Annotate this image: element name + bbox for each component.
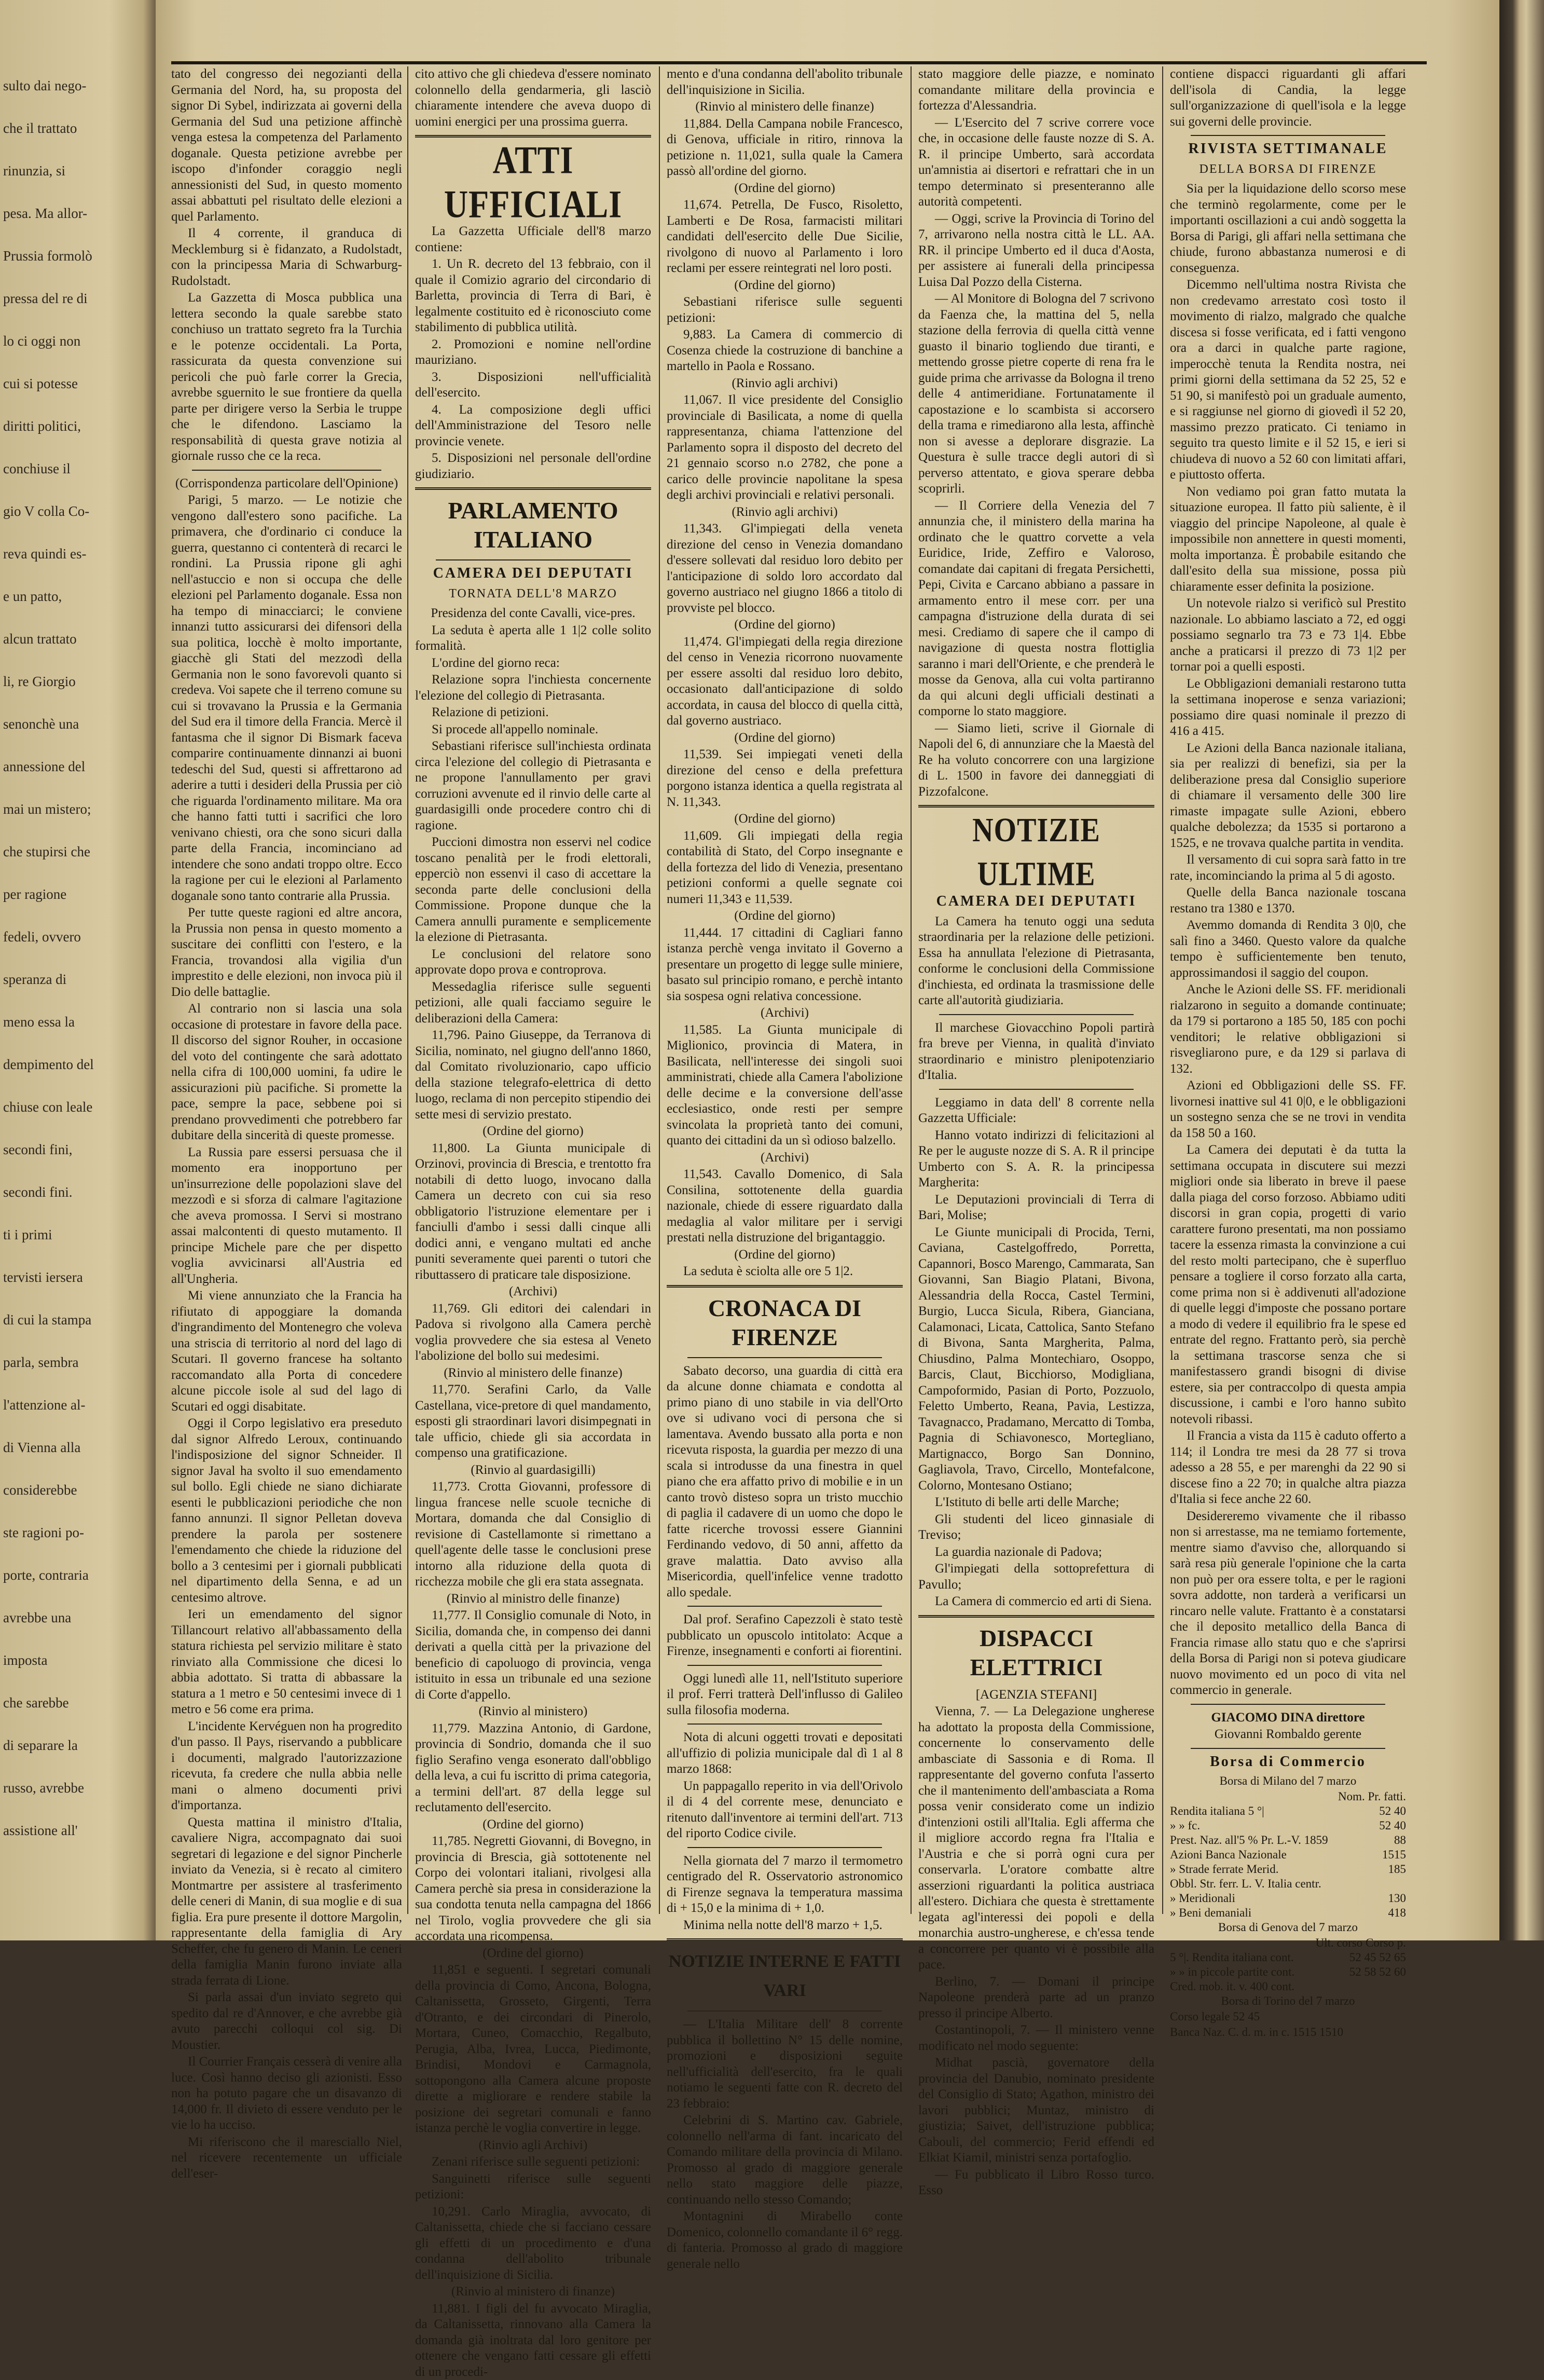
fragment-line: pressa del re di [3,291,143,307]
section-rule [667,1285,903,1288]
cell-nom: 88 [1394,1834,1406,1846]
table-row [1170,1804,1406,1818]
row-label: » » fc. [1170,1818,1200,1833]
fragment-line: mai un mistero; [3,801,143,817]
paragraph: Dicemmo nell'ultima nostra Rivista che non credevamo arrestato così tosto il movimento di rialzo, malgrado che qualche discesa si fosse verificata, ed i fatti vengono ora a darci in qualche parte ragione, imperocchè tenuta la Rendita nostra, nei primi giorni della settimana da 52 25, 52 e 51 90, si manifestò poi un graduale aumento, e si raggiunse nel giorno di giovedì il 52 20, massimo prezzo praticato. Ci teniamo in seguito tra questo limite e il 52 15, e ieri si chiudeva di nuovo a 52 60 con limitati affari, e piuttosto offerta. [1170,277,1406,483]
market-row: Corso legale 52 45 [1170,2009,1406,2024]
paragraph: Quelle della Banca nazionale toscana restano tra 1380 e 1370. [1170,885,1406,917]
paragraph: 11,444. 17 cittadini di Cagliari fanno istanza perchè venga invitato il Governo a presentare un progetto di legge sulle miniere, basato sul principio romano, e perchè intanto sia sospesa ogni relativa concessione. [667,925,903,1005]
note: (Rinvio al ministero delle finanze) [667,99,903,115]
fragment-line: avrebbe una [3,1610,143,1626]
paragraph: Puccioni dimostra non esservi nel codice toscano penalità per le frodi elettorali, epperciò non essenvi il caso di accettare la seconda parte delle conclusioni della Commissione. Propone dunque che la Camera annulli puramente e semplicemente la elezione di Pietrasanta. [415,835,651,946]
paragraph: stato maggiore delle piazze, e nominato comandante militare della provincia e fortezza d'Alessandria. [918,66,1154,114]
list-item: 5. Disposizioni nel personale dell'ordine giudiziario. [415,450,651,482]
paragraph: Il Francia a vista da 115 è caduto offerto a 114; il Londra tre mesi da 28 77 si trova adesso a 28 55, e per marenghi da 22 90 si discese fino a 22 70; in qualche altra piazza d'Italia si fece anche 22 60. [1170,1428,1406,1508]
paragraph: L'Istituto di belle arti delle Marche; [918,1495,1154,1511]
paragraph: 11,770. Serafini Carlo, da Valle Castellana, vice-pretore di quel mandamento, esposti gli straordinari lavori disimpegnati in tale ufficio, chiede gli sia accordata in compenso una gratificazione. [415,1382,651,1461]
note: (Rinvio al ministero di finanze) [415,2284,651,2300]
paragraph: Il Courrier Français cesserà di venire alla luce. Così hanno deciso gli azionisti. Esso non ha potuto pagare che un disavanzo di 14,000 fr. Il divieto di essere venduto per le vie lo ha ucciso. [171,2054,402,2133]
section-rule [918,1615,1154,1618]
paragraph: La Russia pare essersi persuasa che il momento era inopportuno per un'insurrezione delle popolazioni slave del mezzodì e si sforza di calmare l'agitazione che aveva promossa. I Servi si mostrano assai malcontenti di questo mutamento. Il principe Michele pare che per dispetto voglia avvicinarsi all'Austria ed all'Ungheria. [171,1145,402,1288]
fragment-line: ste ragioni po- [3,1525,143,1541]
paragraph: tato del congresso dei negozianti della Germania del Nord, ha, su proposta del signor Di Sybel, indirizzata ai governi della Germania del Sud una petizione affinchè venga estesa la competenza del Parlamento doganale. Questa petizione avrebbe per iscopo d'infonder coraggio negli annessionisti del Sud, in questo momento assai abbattuti pel risultato delle elezioni a quel Parlamento. [171,66,402,225]
paragraph: Azioni ed Obbligazioni delle SS. FF. livornesi inattive sul 41 0|0, e le obbligazioni un sostegno senza che se ne trovi in vendita da 158 50 a 160. [1170,1078,1406,1141]
row-label: Obbl. Str. ferr. L. V. Italia centr. [1170,1877,1321,1891]
paragraph: 11,769. Gli editori dei calendari in Padova si rivolgono alla Camera perchè voglia provvedere che sia estesa al Veneto l'abolizione del bollo sui medesimi. [415,1301,651,1364]
fragment-line: che stupirsi che [3,844,143,860]
paragraph: — Il Corriere della Venezia del 7 annunzia che, il ministero della marina ha ordinato che le quattro corvette a vela Euridice, Iride, Zeffiro e Valoroso, comandate dai capitani di fregata Persichetti, Pepi, Civita e Carcano abbiano a passare in armamento entro il mese corr. per una campagna d'istruzione della durata di sei mesi. Crediamo di sapere che il campo di navigazione di questa nostra flottiglia saranno i mari dell'Oriente, e che prenderà le mosse da Genova, alla cui volta partiranno da qui alcuni degli ufficiali destinati a comporne lo stato maggiore. [918,498,1154,720]
paragraph: Parigi, 5 marzo. — Le notizie che vengono dall'estero sono pacifiche. La primavera, che d'ordinario ci conduce la guerra, questanno ci contenterà di recarci le rondini. La Prussia ripone gli aghi nell'astuccio e non si occupa che delle elezioni pel Parlamento doganale. Essa non ha tempo di minacciarci; le conviene innanzi tutto assicurarsi dei difensori della sua politica, locchè è molto importante, giacchè gli Stati del mezzodì della Germania non le sono favorevoli quanto si credeva. Voi sapete che il terreno comune su cui si trovavano la Prussia e la Germania del Sud era il timore della Francia. Mercè il fantasma che il signor Di Bismark faceva comparire continuamente dinnanzi ai buoni tedeschi del Sud, questi si affrettarono ad aderire a tutti i desideri della Prussia per ciò che riguarda l'ordinamento militare. Ma ora che hanno fatti tutti i sacrifici che loro venivano chiesti, ora che sono sicuri dalla parte della Francia, incominciano ad intendere che sono andati troppo oltre. Ecco la ragione per cui le elezioni al Parlamento doganale sono tanto contrarie alla Prussia. [171,493,402,904]
cell-nom: 130 [1388,1892,1407,1905]
fragment-line: che sarebbe [3,1695,143,1711]
paragraph: — Al Monitore di Bologna del 7 scrivono da Faenza che, la mattina del 5, nella stazione della ferrovia di quella città venne guasto il binario togliendo due tiranti, e mettendo grosse pietre coperte di rena fra le guide prima che arrivasse da Bologna il treno delle 4 antimeridiane. Fortunatamente il capostazione e lo scambista si accorsero della trama e rimediarono alla lesta, affinchè non si avesse a deplorare disgrazie. La Questura è sulle tracce degli autori di sì perverso attentato, e giova sperare debba scoprirli. [918,291,1154,497]
paragraph: Le Obbligazioni demaniali restarono tutta la settimana inoperose e senza variazioni; possiamo dire quasi nominale il prezzo di 416 a 415. [1170,676,1406,740]
fragment-line: di cui la stampa [3,1312,143,1328]
row-label: Cred. mob. it. v. 400 cont. [1170,1979,1294,1994]
fragment-line: gio V colla Co- [3,503,143,519]
row-label: » Meridionali [1170,1891,1235,1906]
fragment-line: li, re Giorgio [3,674,143,690]
paragraph: Nella giornata del 7 marzo il termometro centigrado del R. Osservatorio astronomico di Firenze segnava la temperatura massima di + 15,0 e la minima di + 1,0. [667,1853,903,1917]
market-subtitle: Borsa di Torino del 7 marzo [1170,1994,1406,2008]
paragraph: 11,881. I figli del fu avvocato Miraglia, da Caltanissetta, rinnovano alla Camera la domanda già inoltrata dal loro genitore per ottenere che vengano fatti cessare gli effetti di un procedi- [415,2301,651,2380]
paragraph: Mi riferiscono che il maresciallo Niel, nel ricevere recentemente un ufficiale dell'eser- [171,2135,402,2182]
note: (Rinvio al ministero delle finanze) [415,1365,651,1382]
fragment-line: secondi fini, [3,1142,143,1158]
section-rule [1191,1704,1385,1705]
paragraph: Oggi il Corpo legislativo era preseduto dal signor Alfredo Leroux, continuando l'indisposizione del signor Schneider. Il signor Javal ha svolto il suo emendamento sul bollo. Egli chiede ne siano dichiarate esenti le pubblicazioni periodiche che non fanno annunzi. Il signor Pelletan doveva prendere la parola per sostenere l'emendamento che chiede la riduzione del bollo a 3 centesimi per i giornali pubblicati nel dipartimento della Senna, e ad un centesimo altrove. [171,1416,402,1606]
paragraph: Anche le Azioni delle SS. FF. meridionali rialzarono in seguito a domande continuate; da 179 si portarono a 185 50, 185 con pochi venditori; le relative obbligazioni si risvegliarono pure, e da 129 si parlava di 132. [1170,982,1406,1077]
paragraph: L'incidente Kervéguen non ha progredito d'un passo. Il Pays, riservando a pubblicare i documenti, malgrado l'autorizzazione ricevuta, fa credere che nulla abbia nelle mani o almeno documenti privi d'importanza. [171,1719,402,1814]
paragraph: Vienna, 7. — La Delegazione ungherese ha adottato la proposta della Commissione, concernente lo conservamento delle ambasciate di Sassonia e di Roma. Il rappresentante del governo confuta l'asserto che il mantenimento dell'ambasciata a Roma possa venir considerato come un indizio d'intenzioni ostili all'Italia. Egli afferma che il migliore accordo regna fra l'Italia e l'Austria e che si porrà ogni cura per conservarla. L'oratore combatte altre asserzioni riguardanti la politica austriaca all'estero. Dichiara che questa è strettamente legata agl'interessi dei popoli e della monarchia austro-ungherese, e ch'essa tende a concorrere per quanto vi è possibile alla pace. [918,1704,1154,1973]
table-row [1170,1891,1406,1906]
row-values [1379,1818,1406,1833]
paragraph: 11,796. Paino Giuseppe, da Terranova di Sicilia, nominato, nel giugno dell'anno 1860, dal Comitato rivoluzionario, capo ufficio della stazione telegrafo-elettrica di detto luogo, reclama di non percepito stipendio dei sette mesi di servizio prestato. [415,1028,651,1123]
fragment-line: diritti politici, [3,418,143,434]
heading-camera: CAMERA DEI DEPUTATI [918,894,1154,910]
paragraph: 11,067. Il vice presidente del Consiglio provinciale di Basilicata, a nome di quella rappresentanza, chiama l'attenzione del Parlamento sopra il disposto del decreto del 21 gennaio scorso n.o 2782, che pone a carico delle provincie napolitane la spesa degli archivi provinciali e relativi personali. [667,392,903,503]
row-label: 5 °|. Rendita italiana cont. [1170,1950,1294,1965]
paragraph: Le Deputazioni provinciali di Terra di Bari, Molise; [918,1192,1154,1224]
paragraph: 11,773. Crotta Giovanni, professore di lingua francese nelle scuole tecniche di Mortara, domanda che dal Consiglio di revisione di Castellamonte si rimettano a quell'agente delle tasse le conclusioni prese intorno alla riduzione della quota di ricchezza mobile che gli era stata assegnata. [415,1479,651,1590]
section-rule [687,1665,882,1666]
fragment-line: imposta [3,1652,143,1668]
section-rule [1191,135,1385,136]
cell-nom: 1515 [1382,1848,1406,1861]
column-3 [667,66,903,1924]
paragraph: Si procede all'appello nominale. [415,722,651,738]
note: (Rinvio al guardasigilli) [415,1462,651,1479]
list-item: 2. Promozioni e nomine nell'ordine mauriziano. [415,337,651,368]
paragraph: Costantinopoli, 7. — Il ministero venne modificato nel modo seguente: [918,2022,1154,2054]
note: (Rinvio al ministero) [415,1704,651,1720]
section-rule [687,2010,882,2012]
book-edge [1499,0,1544,1940]
note: (Ordine del giorno) [667,1247,903,1263]
note: (Ordine del giorno) [415,1124,651,1140]
paragraph: Avemmo domanda di Rendita 3 0|0, che salì fino a 3460. Questo valore da qualche tempo è sufficientemente ben tenuto, approssimandosi il saggio del coupon. [1170,918,1406,981]
list-item: 1. Un R. decreto del 13 febbraio, con il quale il Comizio agrario del circondario di Barletta, provincia di Terra di Bari, è legalmente costituito ed è riconosciuto come stabilimento di pubblica utilità. [415,256,651,336]
paragraph: 10,291. Carlo Miraglia, avvocato, di Caltanissetta, chiede che si facciano cessare gli effetti di un procedimento e d'una condanna dell'abolito tribunale dell'inquisizione di Sicilia. [415,2204,651,2283]
fragment-line: rinunzia, si [3,163,143,179]
paragraph: Al contrario non si lascia una sola occasione di protestare in favore della pace. Il discorso del signor Rouher, in occasione del voto del contingente che sarà adottato nella cifra di 100,000 uomini, fa udire le assicurazioni più pacifiche. Si promette la pace, sempre la pace, sebbene poi si prendano provvedimenti che potrebbero far dubitare della sincerità di queste promesse. [171,1001,402,1144]
paragraph: Le Giunte municipali di Procida, Terni, Caviana, Castelgoffredo, Porretta, Capannori, Bosco Marengo, Cammarata, San Giovanni, San Biagio Platani, Bivona, Alessandria della Rocca, Castel Termini, Burgio, Lucca Sicula, Ribera, Gianciana, Calamonaci, Licata, Cattolica, Santo Stefano di Bivona, Santa Margherita, Palma, Chiusdino, Palma Montechiaro, Osoppo, Barcis, Claut, Bicchiorso, Modigliana, Campoformido, Pasian di Porto, Pozzuolo, Feletto Umberto, Reana, Pavia, Lestizza, Tavagnacco, Pradamano, Mercatto di Tomba, Pagnia di Schiavonesco, Mortegliano, Martignacco, Borgo San Donnino, Gagliavola, Travo, Circello, Montefalcone, Colorno, Montesano Ostiano; [918,1225,1154,1494]
paragraph: Per tutte queste ragioni ed altre ancora, la Prussia non pensa in questo momento a suscitare dei conflitti con l'estero, e la Francia, trovandosi alla vigilia d'un imprestito e delle elezioni, non invoca più il Dio delle battaglie. [171,905,402,1000]
heading-dispacci: DISPACCI ELETTRICI [918,1624,1154,1682]
column-separator [659,66,660,1914]
row-values [1379,1804,1406,1818]
row-values [1388,1891,1407,1906]
paragraph: — L'Esercito del 7 scrive correre voce che, in occasione delle fauste nozze di S. A. R. il principe Umberto, sarà accordata un'amnistia ai disertori e refrattari che in un tempo determinato si presenteranno alle autorità competenti. [918,115,1154,210]
top-rule [171,61,1427,64]
paragraph: Sabato decorso, una guardia di città era da alcune donne chiamata e condotta al primo piano di uno stabile in via dell'Orto ove si udivano voci di persona che si lamentava. Avendo bussato alla porta e non ricevuta risposta, la guardia per mezzo di una scala si introdusse da una finestra in quel piano che era affatto privo di mobilie e in un canto trovò disteso sopra un tristo mucchio di paglia il cadavere di un uomo che dopo le fatte ricerche trovossi essere Giannini Ferdinando vedovo, di 50 anni, affetto da grave malattia. Dato avviso alla Misericordia, quell'infelice venne tradotto allo spedale. [667,1363,903,1601]
cell-value: 52 40 [1379,1804,1406,1817]
cell-value: 52 65 [1379,1951,1406,1964]
section-rule [687,1847,882,1848]
note: (Ordine del giorno) [667,908,903,924]
paragraph: La Camera di commercio ed arti di Siena. [918,1594,1154,1610]
note: (Ordine del giorno) [667,811,903,827]
row-label: Prest. Naz. all'5 % Pr. L.-V. 1859 [1170,1833,1328,1848]
paragraph: Relazione di petizioni. [415,705,651,721]
paragraph: La Gazzetta di Mosca pubblica una lettera secondo la quale sarebbe stato conchiuso un trattato segreto fra la Turchia e le potenze occidentali. La Porta, rassicurata da questa convenzione sui pericoli che può farle correr la Grecia, avrebbe sguernito le sue frontiere da quella parte per dirigere verso la Serbia le truppe che le difendono. Lasciamo la responsabilità di questa grave notizia al giornale russo che ce la reca. [171,290,402,464]
market-subtitle: Borsa di Milano del 7 marzo [1170,1774,1406,1788]
note: (Archivi) [667,1150,903,1166]
paragraph: Il marchese Giovacchino Popoli partirà fra breve per Vienna, in qualità d'inviato straordinario e ministro plenipotenziario d'Italia. [918,1020,1154,1084]
table-row [1170,1906,1406,1920]
paragraph: 11,543. Cavallo Domenico, di Sala Consilina, sottotenente della guardia nazionale, chiede di essere riguardato dalla medaglia al valor militare per i servigi prestati nella distruzione del brigantaggio. [667,1167,903,1246]
paragraph: Leggiamo in data dell' 8 corrente nella Gazzetta Ufficiale: [918,1095,1154,1127]
row-values [1349,1950,1406,1965]
fragment-line: l'attenzione al- [3,1397,143,1413]
row-label: » » in piccole partite cont. [1170,1965,1294,1979]
paragraph: 11,800. La Giunta municipale di Orzinovi, provincia di Brescia, e trentotto fra notabili di detto luogo, invocano dalla Camera un decreto con cui sia reso obbligatorio l'istruzione elementare per i fanciulli d'ambo i sessi dalli cinque alli dodici anni, e vengano multati ed anche puniti severamente quei parenti o tutori che ributtassero di praticare tale disposizione. [415,1141,651,1283]
heading-notizie-interne: NOTIZIE INTERNE E FATTI VARI [667,1947,903,2005]
paragraph: Sebastiani riferisce sull'inchiesta ordinata circa l'elezione del collegio di Pietrasanta e ne propone l'annullamento per gravi corruzioni avvenute ed il rinvio delle carte al guardasigilli onde procedere contro chi di ragione. [415,738,651,833]
paragraph: Un notevole rialzo si verificò sul Prestito nazionale. Lo abbiamo lasciato a 72, ed oggi possiamo segnarlo tra 73 e 73 1|4. Ebbe anche a praticarsi il prezzo di 73 1|2 per tornar poi a quelli esposti. [1170,596,1406,675]
row-values [1349,1965,1406,1979]
paragraph: Berlino, 7. — Domani il principe Napoleone prenderà parte ad un pranzo presso il principe Alberto. [918,1974,1154,2022]
paragraph: — L'Italia Militare dell' 8 corrente pubblica il bollettino N° 15 delle nomine, promozioni e disposizioni seguite nell'ufficialità dell'esercito, fra le quali notiamo le seguenti fatte con R. decreto del 23 febbraio: [667,2017,903,2112]
paragraph: Dal prof. Serafino Capezzoli è stato testè pubblicato un opuscolo intitolato: Acque a Firenze, insegnamenti e conforti ai fiorentini. [667,1612,903,1660]
paragraph: Desidereremo vivamente che il ribasso non si arrestasse, ma ne temiamo fortemente, mentre siamo d'avviso che, allorquando si sarà resa più generale l'opinione che la carta non può per ora essere tolta, e per le ragioni sovra addotte, non tarderà a verificarsi un rincaro nelle valute. Frattanto è a constatarsi che il deposito metallico della Banca di Francia rimase allo statu quo e che s'aprirsi della Borsa di Parigi non si poteva giudicare nuovo movimento ed un poco di vita nel commercio in generale. [1170,1509,1406,1699]
table-row [1170,1877,1406,1891]
fragment-line: di separare la [3,1738,143,1754]
table-row [1170,1965,1406,1979]
column-2 [415,66,651,1924]
paragraph: 11,474. Gl'impiegati della regia direzione del censo in Venezia ricorrono nuovamente per essere assolti dal residuo loro debito, occasionato dall'anticipazione di soldo accordata, in causa del blocco di quella città, dal governo austriaco. [667,634,903,729]
paragraph: Gli studenti del liceo ginnasiale di Treviso; [918,1512,1154,1543]
fragment-line: lo ci oggi non [3,333,143,349]
column-header: Corso p. [1366,1936,1406,1949]
fragment-line: meno essa la [3,1014,143,1030]
paragraph: Hanno votato indirizzi di felicitazioni al Re per le auguste nozze di S. A. R il principe Umberto con S. A. R. la principessa Margherita: [918,1128,1154,1191]
column-header: Pr. fatti. [1368,1790,1406,1803]
paragraph: Un pappagallo reperito in via dell'Orivolo il di 4 del corrente mese, denunciato e ritenuto dall'inventore ai termini dell'art. 713 del riporto Codice civile. [667,1779,903,1842]
row-label: » Beni demaniali [1170,1906,1251,1920]
paragraph: mento e d'una condanna dell'abolito tribunale dell'inquisizione in Sicilia. [667,66,903,98]
paragraph: La seduta è aperta alle 1 1|2 colle solito formalità. [415,623,651,654]
fragment-line: alcun trattato [3,631,143,647]
market-subtitle: Borsa di Genova del 7 marzo [1170,1920,1406,1935]
fragment-line: dempimento del [3,1057,143,1073]
note: (Rinvio agli archivi) [667,504,903,521]
paragraph: Montagnini di Mirabello conte Domenico, colonnello comandante il 6° regg. di fanteria. Promosso al grado di maggiore generale nello [667,2209,903,2272]
fragment-line: conchiuse il [3,461,143,477]
fragment-line: tervisti iersera [3,1269,143,1285]
paragraph: 11,884. Della Campana nobile Francesco, di Genova, ufficiale in ritiro, rinnova la petizione n. 11,021, sulla quale la Camera passò all'ordine del giorno. [667,116,903,180]
left-page-fragment [0,0,156,1940]
correspondence-title: (Corrispondenza particolare dell'Opinione) [171,476,402,492]
presidenza: Presidenza del conte Cavalli, vice-pres. [415,606,651,622]
section-rule [939,1089,1134,1090]
paragraph: Oggi lunedì alle 11, nell'Istituto superiore il prof. Ferri tratterà Dell'influsso di Galileo sulla filosofia moderna. [667,1671,903,1719]
fragment-line: assistione all' [3,1823,143,1839]
section-rule [415,135,651,138]
paragraph: 11,585. La Giunta municipale di Miglionico, provincia di Matera, in Basilicata, nell'interesse dei singoli suoi amministrati, chiede alla Camera l'abolizione delle decime e la conversione dell'asse ecclesiastico, onde resti per sempre svincolata la proprietà tanto dei comuni, quanto dei cittadini da un sì odioso balzello. [667,1022,903,1149]
note: (Ordine del giorno) [667,730,903,746]
column-separator [911,66,912,1914]
market-row: Banca Naz. C. d. m. in c. 1515 1510 [1170,2025,1406,2040]
paragraph: Sia per la liquidazione dello scorso mese che terminò regolarmente, come per le importanti oscillazioni a cui andò soggetta la Borsa di Parigi, gli affari nella settimana che chiude, furono abbastanza numerosi e di conseguenza. [1170,181,1406,276]
note: (Ordine del giorno) [415,1946,651,1962]
fragment-line: chiuse con leale [3,1099,143,1115]
paragraph: Gl'impiegati della sottoprefettura di Pavullo; [918,1561,1154,1593]
heading-rivista: RIVISTA SETTIMANALE [1170,141,1406,157]
fragment-line: parla, sembra [3,1355,143,1371]
paragraph: La Gazzetta Ufficiale dell'8 marzo contiene: [415,224,651,255]
fragment-line: considerebbe [3,1482,143,1498]
note: (Archivi) [667,1005,903,1021]
newspaper-page [156,0,1499,1940]
heading-camera: CAMERA DEI DEPUTATI [415,566,651,582]
section-rule [687,1606,882,1607]
cell-value: 52 60 [1379,1965,1406,1978]
column-1 [171,66,402,1924]
paragraph: Relazione sopra l'inchiesta concernente l'elezione del collegio di Pietrasanta. [415,672,651,704]
paragraph: — Oggi, scrive la Provincia di Torino del 7, arrivarono nella nostra città le LL. AA. RR. il principe Umberto ed il duca d'Aosta, per assistere ai funerali della principessa Luisa Dal Pozzo della Cisterna. [918,211,1154,291]
paragraph: Minima nella notte dell'8 marzo + 1,5. [667,1918,903,1934]
paragraph: La guardia nazionale di Padova; [918,1544,1154,1561]
row-label: Rendita italiana 5 °| [1170,1804,1264,1818]
table-row [1170,1833,1406,1848]
fragment-line: e un patto, [3,589,143,605]
paragraph: Questa mattina il ministro d'Italia, cavaliere Nigra, accompagnato dai suoi segretari di legazione e del signor Pincherle inviato da Venezia, si è recato al cimitero Montmartre per assistere al trasferimento delle ceneri di Manin, di sua moglie e di sua figlia. Era pure presente il dottore Margolin, rappresentante della famiglia di Ary Scheffer, che fu genero di Manin. Le ceneri della famiglia Manin furono inviate alla strada ferrata di Lione. [171,1815,402,1989]
table-header [1170,1789,1406,1804]
row-label: » Strade ferrate Merid. [1170,1862,1278,1877]
fragment-line: ti i primi [3,1227,143,1243]
market-table-milano [1170,1774,1406,2040]
paragraph: Non vediamo poi gran fatto mutata la situazione europea. Il fatto più saliente, è il viaggio del principe Napoleone, al quale è impossibile non annettere in questi momenti, molta importanza. È probabile esitando che dall'esito della sua missione, possa più chiaramente esser definita la posizione. [1170,484,1406,595]
paragraph: 11,674. Petrella, De Fusco, Risoletto, Lamberti e De Rosa, farmacisti militari candidati dell'esercito delle Due Sicilie, rivolgono di nuovo al Parlamento i loro reclami per essere reintegrati nel loro posti. [667,197,903,277]
paragraph: Nota di alcuni oggetti trovati e depositati all'uffizio di polizia municipale dal dì 1 al 8 marzo 1868: [667,1730,903,1777]
section-rule [436,559,630,560]
cell-nom: 52 58 [1349,1965,1376,1978]
manager-name: Giovanni Rombaldo gerente [1170,1727,1406,1743]
paragraph: 11,779. Mazzina Antonio, di Gardone, provincia di Sondrio, domanda che il suo figlio Serafino venga esonerato dall'obbligo della leva, a cui fu iscritto di prima categoria, a termini dell'art. 87 della legge sul reclutamento dell'esercito. [415,1721,651,1816]
paragraph: cito attivo che gli chiedeva d'essere nominato colonnello della gendarmeria, gli lasciò chiaramente intendere che aveva duopo di uomini energici per una prossima guerra. [415,66,651,130]
paragraph: Si parla assai d'un inviato segreto qui spedito dal re d'Annover, e che avrebbe già avuto parecchi colloqui col sig. Di Moustier. [171,1990,402,2053]
paragraph: L'ordine del giorno reca: [415,655,651,672]
column-4 [918,66,1154,1924]
paragraph: — Fu pubblicato il Libro Rosso turco. Esso [918,2167,1154,2199]
fragment-line: Prussia formolò [3,248,143,264]
paragraph: Messedaglia riferisce sulle seguenti petizioni, alle quali facciamo seguire le deliberazioni della Camera: [415,979,651,1027]
paragraph: 9,883. La Camera di commercio di Cosenza chiede la costruzione di banchine a martello in Paola e Rossano. [667,327,903,375]
paragraph: Il 4 corrente, il granduca di Mecklemburg si è fidanzato, a Rudolstadt, con la principessa Maria di Schwarburg-Rudolstadt. [171,226,402,289]
cell-nom: 185 [1388,1863,1407,1876]
fragment-line: sulto dai nego- [3,78,143,94]
row-values [1394,1833,1406,1848]
fragment-line: cui si potesse [3,376,143,392]
heading-notizie-ultime: NOTIZIE ULTIME [918,808,1154,896]
fragment-line: annessione del [3,759,143,775]
paragraph: 11,785. Negretti Giovanni, di Bovegno, in provincia di Brescia, già sottotenente nel Corpo dei volontari italiani, rivolgesi alla Camera perchè sia presa in considerazione la sua condotta tenuta nella campagna del 1866 nel Tirolo, voglia provvedere che gli sia accordata una ricompensa. [415,1834,651,1945]
row-label: Azioni Banca Nazionale [1170,1848,1287,1862]
table-row [1170,1862,1406,1877]
paragraph: Il versamento di cui sopra sarà fatto in tre rate, incominciando la prima al 5 di agosto. [1170,852,1406,884]
paragraph: Mi viene annunziato che la Francia ha rifiutato di appoggiare la domanda d'ingrandimento del Montenegro che voleva una striscia di territorio al nord del lago di Scutari. Il governo francese ha soltanto raccomandato alla Porta di concedere alcune piccole isole al sud del lago di Scutari ed oggi disabitate. [171,1288,402,1415]
row-values [1388,1862,1407,1877]
paragraph: Le conclusioni del relatore sono approvate dopo prova e controprova. [415,947,651,978]
column-header: Nom. [1338,1790,1365,1803]
table-row [1170,1848,1406,1862]
note: (Ordine del giorno) [415,1817,651,1833]
subheading-borsa: DELLA BORSA DI FIRENZE [1170,161,1406,177]
paragraph: Le Azioni della Banca nazionale italiana, sia per realizzi di benefizi, sia per la deliberazione presa dal Consiglio superiore di chiamare il versamento delle 300 lire rimaste impagate sulle Azioni, ebbero qualche debolezza; da 1535 si portarono a 1525, e ne trovava qualche partita in vendita. [1170,741,1406,852]
heading-parlamento: PARLAMENTO ITALIANO [415,496,651,554]
fragment-line: fedeli, ovvero [3,929,143,945]
table-row [1170,1950,1406,1965]
note: (Rinvio agli Archivi) [415,2138,651,2154]
paragraph: La Camera ha tenuto oggi una seduta straordinaria per la relazione delle petizioni. Essa ha annullata l'elezione di Pietrasanta, conforme le conclusioni della Commissione d'inchiesta, ed ordinata la trasmissione delle carte all'autorità giudiziaria. [918,914,1154,1009]
section-rule [667,1938,903,1941]
paragraph: La Camera dei deputati è da tutta la settimana occupata in discutere sui mezzi migliori onde sia liberato in breve il paese dalla piaga del corso forzoso. Abbiamo uditi discorsi in gran copia, progetti di vario carattere furono presentati, ma non possiamo tacere la essenza rimasta la convinzione a cui del resto molti partecipano, che è superfluo pensare a togliere il corso forzato alla carta, come prima non si è addivenuti all'adozione di quelle leggi d'imposte che possano portare a modo di vedere il equilibrio fra le spese ed entrate del regno. Frattanto però, sia perchè la settimana trascorse senza che si manifestassero grandi bisogni di divise estere, sia per contraccolpo di questa ampia discussione, i cambi e l'oro hanno subìto notevoli ribassi. [1170,1142,1406,1427]
heading-borsa-commercio: Borsa di Commercio [1170,1754,1406,1770]
table-header [1170,1936,1406,1950]
fragment-line: di Vienna alla [3,1440,143,1456]
section-rule [1191,1748,1385,1749]
paragraph: Sanguinetti riferisce sulle seguenti petizioni: [415,2171,651,2203]
paragraph: Celebrini di S. Martino cav. Gabriele, colonnello nell'arma di fant. incaricato del Comando militare della provincia di Milano. Promosso al grado di maggiore generale nello stato maggiore delle piazze, continuando nello stesso Comando; [667,2113,903,2208]
column-separator [1162,66,1163,1914]
section-rule [192,470,381,471]
subheading-tornata: TORNATA DELL'8 MARZO [415,586,651,602]
row-values [1382,1848,1406,1862]
column-header: Ult. corso [1316,1936,1363,1949]
note: (Rinvio al ministro delle finanze) [415,1591,651,1607]
paragraph: contiene dispacci riguardanti gli affari dell'isola di Candia, la legge sull'organizzazione di quell'isola e la legge sui governi delle provincie. [1170,66,1406,130]
paragraph: — Siamo lieti, scrive il Giornale di Napoli del 6, di annunziare che la Maestà del Re ha voluto concorrere con una largizione di L. 1500 in favore dei danneggiati di Pizzofalcone. [918,721,1154,800]
column-5 [1170,66,1406,1924]
fragment-line: che il trattato [3,120,143,136]
paragraph: 11,777. Il Consiglio comunale di Noto, in Sicilia, domanda che, in compenso dei danni derivati a quella città per la privazione del beneficio di capoluogo di provincia, venga istituito in essa un tribunale ed una sezione di Corte d'appello. [415,1608,651,1703]
paragraph: La seduta è sciolta alle ore 5 1|2. [667,1264,903,1280]
paragraph: Midhat pascià, governatore della provincia del Danubio, nominato presidente del Consiglio di Stato; Agathon, ministro dei lavori pubblici; Muntaz, ministro di giustizia; Saivet, dell'istruzione pubblica; Cabouli, del commercio; Ferid effendi ed Elkiat Kiamil, ministri senza portafoglio. [918,2055,1154,2166]
note: (Ordine del giorno) [667,617,903,633]
fragment-line: reva quindi es- [3,546,143,562]
cell-nom: 418 [1388,1906,1407,1919]
paragraph: 11,343. Gl'impiegati della veneta direzione del censo in Venezia domandano d'essere sollevati dal residuo loro debito per l'anticipazione di soldo loro accordato dal governo austriaco nel giugno 1866 a titolo di provviste pel blocco. [667,521,903,616]
paragraph: 11,609. Gli impiegati della regia contabilità di Stato, del Corpo insegnante e della fortezza del lido di Venezia, presentano petizioni conformi a quelle segnate coi numeri 11,343 e 11,539. [667,828,903,908]
fragment-line: porte, contraria [3,1567,143,1583]
section-rule [415,487,651,490]
section-rule [687,1724,882,1725]
note: (Archivi) [415,1284,651,1300]
section-rule [918,805,1154,808]
paragraph: Sebastiani riferisce sulle seguenti petizioni: [667,294,903,326]
heading-atti-ufficiali: ATTI UFFICIALI [415,138,651,226]
note: (Ordine del giorno) [667,181,903,197]
fragment-line: speranza di [3,972,143,988]
paragraph: Zenani riferisce sulle seguenti petizioni: [415,2154,651,2170]
paragraph: 11,539. Sei impiegati veneti della direzione del censo e della prefettura porgono istanza identica a quella registrata al N. 11,343. [667,747,903,810]
list-item: 3. Disposizioni nell'ufficialità dell'esercito. [415,370,651,401]
fragment-line: senonchè una [3,716,143,732]
fragment-line: russo, avrebbe [3,1780,143,1796]
table-row [1170,1818,1406,1833]
section-rule [939,1014,1134,1015]
agency-label: [AGENZIA STEFANI] [918,1687,1154,1703]
fragment-line: secondi fini. [3,1184,143,1200]
director-name: GIACOMO DINA direttore [1170,1710,1406,1726]
column-separator [407,66,408,1914]
list-item: 4. La composizione degli uffici dell'Amministrazione del Tesoro nelle provincie venete. [415,402,651,450]
note: (Ordine del giorno) [667,278,903,294]
note: (Rinvio agli archivi) [667,376,903,392]
heading-cronaca: CRONACA DI FIRENZE [667,1294,903,1352]
section-rule [687,1357,882,1358]
cell-value: 52 40 [1379,1819,1406,1832]
fragment-line: pesa. Ma allor- [3,206,143,222]
paragraph: 11,851 e seguenti. I segretari comunali della provincia di Como, Ancona, Bologna, Caltanissetta, Grosseto, Girgenti, Terra d'Otranto, e dei circondari di Pinerolo, Mortara, Cuneo, Comacchio, Regalbuto, Perugia, Alba, Ivrea, Lucca, Piedimonte, Brindisi, Mondovi e Carmagnola, sottopongono alla Camera alcune proposte dirette a migliorare e rendere stabile la posizione dei segretari comunali e fanno istanza perchè le voglia convertire in legge. [415,1962,651,2137]
table-row [1170,1979,1406,1994]
paragraph: Ieri un emendamento del signor Tillancourt relativo all'abbassamento della statura richiesta pel servizio militare è stato rinviato alla Commissione che dicesi lo abbia adottato. Si tratta di abbassare la statura a 1 metro e 50 centesimi invece di 1 metro e 56 come era prima. [171,1607,402,1718]
row-values [1388,1906,1407,1920]
fragment-line: per ragione [3,886,143,902]
cell-nom: 52 45 [1349,1951,1376,1964]
